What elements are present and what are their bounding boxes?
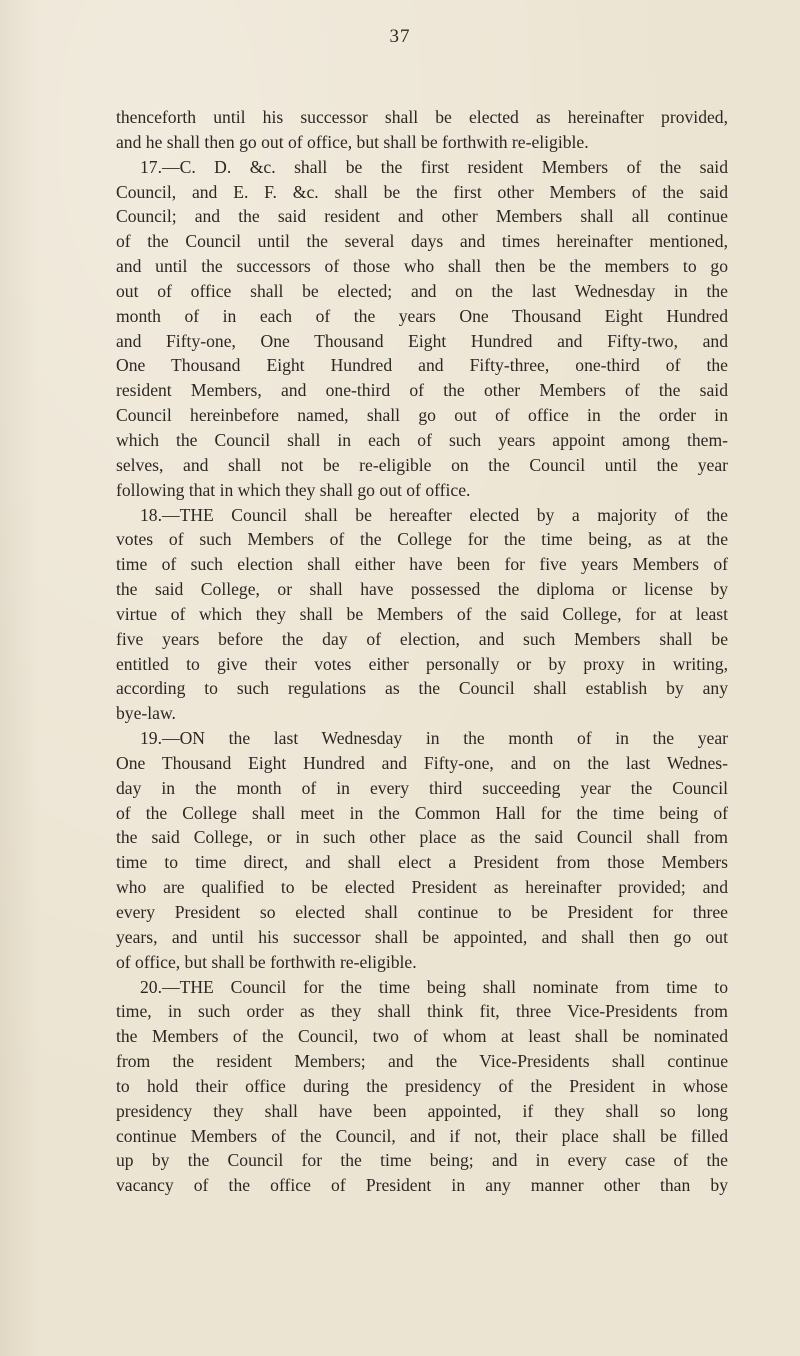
text-line: votes of such Members of the College for the time being, as at the [116, 529, 728, 550]
text-line: years, and until his successor shall be appointed, and shall then go out [116, 926, 728, 947]
text-line: entitled to give their votes either personally or by proxy in writing, [116, 653, 728, 674]
text-line: of the Council until the several days and times hereinafter mentioned, [116, 231, 728, 252]
text-line: Council, and E. F. &c. shall be the first other Members of the said [116, 181, 728, 202]
text-line: 17.—C. D. &c. shall be the first resident Members of the said [140, 156, 728, 177]
text-line: which the Council shall in each of such years appoint among them- [116, 429, 728, 450]
text-line: presidency they shall have been appointed, if they shall so long [116, 1100, 728, 1121]
text-line: time of such election shall either have been for five years Members of [116, 554, 728, 575]
text-line: 19.—ON the last Wednesday in the month of in the year [140, 728, 728, 749]
text-line: up by the Council for the time being; and in every case of the [116, 1150, 728, 1171]
text-line: and until the successors of those who shall then be the members to go [116, 256, 728, 277]
text-line: time, in such order as they shall think fit, three Vice-Presidents from [116, 1001, 728, 1022]
text-line: the Members of the Council, two of whom at least shall be nominated [116, 1026, 728, 1047]
text-line: thenceforth until his successor shall be elected as hereinafter provided, [116, 107, 728, 127]
text-line: every President so elected shall continue to be President for three [116, 902, 728, 922]
text-line: 20.—THE Council for the time being shall nominate from time to [140, 976, 728, 997]
text-line: the said College, or shall have possessed the diploma or license by [116, 579, 728, 600]
text-line: selves, and shall not be re-eligible on the Council until the year [116, 454, 728, 475]
text-line: five years before the day of election, and such Members shall be [116, 628, 728, 649]
text-line: according to such regulations as the Council shall establish by any [116, 678, 728, 699]
body-text [116, 105, 728, 1198]
text-line: of the College shall meet in the Common Hall for the time being of [116, 802, 728, 823]
text-line: Council; and the said resident and other Members shall all continue [116, 206, 728, 227]
text-line: resident Members, and one-third of the other Members of the said [116, 380, 728, 401]
text-line: the said College, or in such other place as the said Council shall from [116, 827, 728, 848]
text-line: time to time direct, and shall elect a President from those Members [116, 852, 728, 873]
text-line: out of office shall be elected; and on the last Wednesday in the [116, 280, 728, 301]
text-line: vacancy of the office of President in any manner other than by [116, 1175, 728, 1196]
text-line: and he shall then go out of office, but shall be forthwith re-eligible. [116, 131, 589, 152]
text-line: bye-law. [116, 703, 176, 724]
text-line: of office, but shall be forthwith re-eligible. [116, 951, 417, 972]
page-number: 37 [389, 26, 411, 47]
text-line: day in the month of in every third succeeding year the Council [116, 777, 728, 798]
text-line: continue Members of the Council, and if not, their place shall be filled [116, 1125, 728, 1146]
text-line: from the resident Members; and the Vice-Presidents shall continue [116, 1051, 728, 1072]
text-line: to hold their office during the presidency of the President in whose [116, 1075, 728, 1096]
text-line: 18.—THE Council shall be hereafter elected by a majority of the [140, 504, 728, 525]
text-line: following that in which they shall go out of office. [116, 479, 471, 500]
text-line: and Fifty-one, One Thousand Eight Hundred and Fifty-two, and [116, 330, 728, 351]
text-line: One Thousand Eight Hundred and Fifty-one, and on the last Wednes- [116, 752, 728, 773]
text-line: who are qualified to be elected President as hereinafter provided; and [116, 877, 728, 898]
text-line: virtue of which they shall be Members of the said College, for at least [116, 603, 728, 624]
text-line: Council hereinbefore named, shall go out of office in the order in [116, 405, 728, 426]
text-line: month of in each of the years One Thousand Eight Hundred [116, 305, 728, 326]
text-line: One Thousand Eight Hundred and Fifty-three, one-third of the [116, 355, 728, 376]
